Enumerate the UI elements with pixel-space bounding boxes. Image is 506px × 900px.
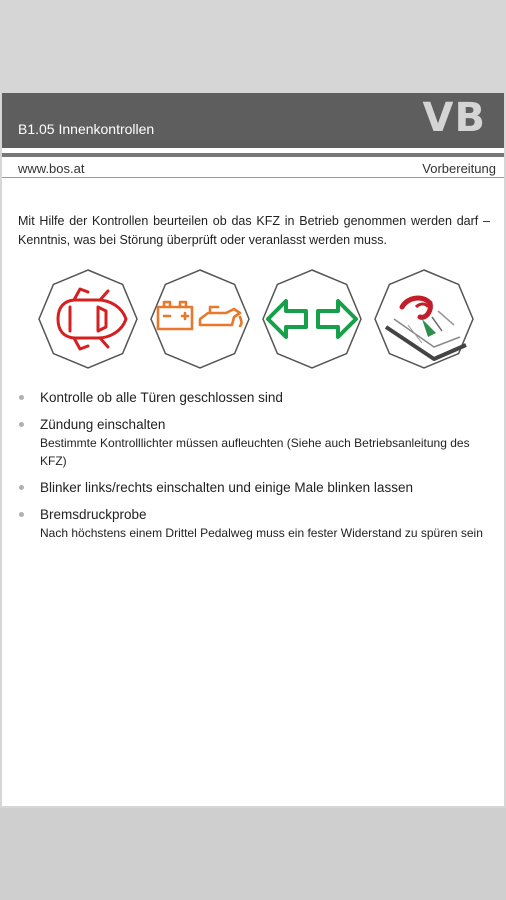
divider: [2, 177, 504, 178]
bullet-sub-text: Nach höchstens einem Drittel Pedalweg muss ein fester Widerstand zu spüren sein: [40, 526, 483, 540]
bullet-main-text: Blinker links/rechts einschalten und einige Male blinken lassen: [40, 480, 413, 495]
website-url: www.bos.at: [18, 161, 85, 176]
header-underline: [2, 153, 504, 157]
turn-signal-arrows-icon: [260, 267, 364, 371]
document-page: [2, 93, 504, 806]
bullet-main-text: Kontrolle ob alle Türen geschlossen sind: [40, 390, 283, 405]
bullet-main-text: Zündung einschalten: [40, 417, 166, 432]
checklist: [18, 389, 490, 551]
icon-row: [36, 267, 476, 371]
bullet-sub-text: Bestimmte Kontrolllichter müssen aufleuchten (Siehe auch Betriebsanleitung des KFZ): [40, 436, 470, 468]
brake-pedal-icon: [372, 267, 476, 371]
bullet-main-text: Bremsdruckprobe: [40, 507, 147, 522]
list-item: [18, 479, 490, 497]
header-bar: [2, 93, 504, 148]
car-doors-icon: [36, 267, 140, 371]
vb-logo: VB: [422, 95, 486, 141]
section-label: Vorbereitung: [422, 161, 496, 176]
intro-text: Mit Hilfe der Kontrollen beurteilen ob das KFZ in Betrieb genommen werden darf – Kenntnis, was bei Störung überprüft oder veranlasst werden muss.: [18, 214, 490, 247]
page-title: B1.05 Innenkontrollen: [18, 121, 155, 137]
list-item: [18, 416, 490, 470]
list-item: [18, 389, 490, 407]
bottom-area: [0, 808, 506, 900]
list-item: [18, 506, 490, 542]
battery-oil-warning-icon: [148, 267, 252, 371]
